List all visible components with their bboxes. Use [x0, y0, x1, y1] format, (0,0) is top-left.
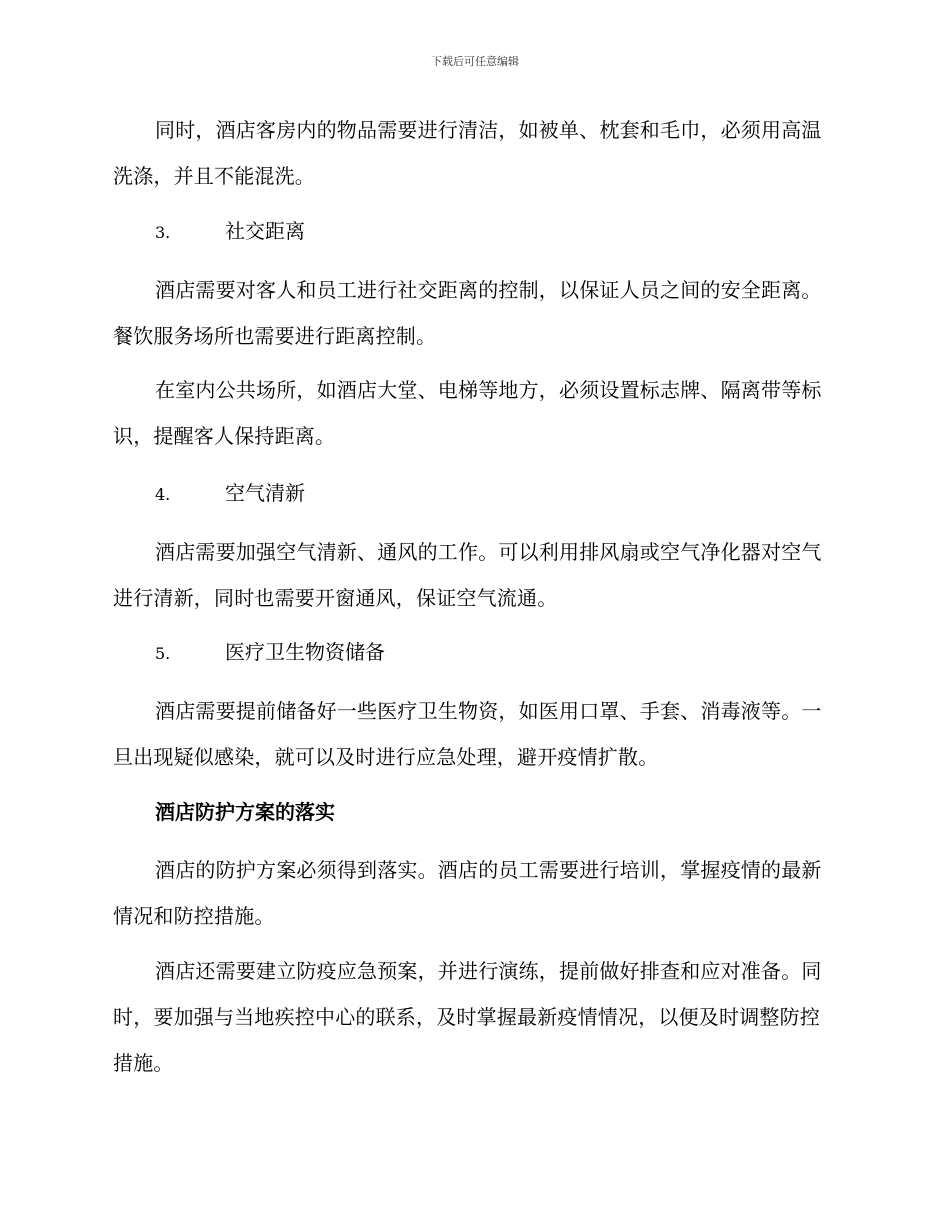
- paragraph-public-signage: 在室内公共场所，如酒店大堂、电梯等地方，必须设置标志牌、隔离带等标识，提醒客人保持距离。: [113, 378, 822, 448]
- list-item-title: 社交距离: [225, 219, 305, 243]
- paragraph-emergency-plan: 酒店还需要建立防疫应急预案，并进行演练，提前做好排查和应对准备。同时，要加强与当地疾控中心的联系，及时掌握最新疫情情况，以便及时调整防控措施。: [113, 959, 822, 1075]
- paragraph-implementation-training: 酒店的防护方案必须得到落实。酒店的员工需要进行培训，掌握疫情的最新情况和防控措施。: [113, 858, 822, 928]
- section-heading: 酒店防护方案的落实: [155, 800, 335, 824]
- page-header: 下载后可任意编辑: [431, 55, 519, 68]
- list-item-number: 4.: [155, 485, 171, 504]
- list-item-air-quality: [155, 473, 305, 513]
- list-item-title: 医疗卫生物资储备: [225, 640, 385, 664]
- list-item-medical-supplies: [155, 632, 385, 672]
- paragraph-ventilation: 酒店需要加强空气清新、通风的工作。可以利用排风扇或空气净化器对空气进行清新，同时也需要开窗通风，保证空气流通。: [113, 540, 822, 610]
- paragraph-cleaning: 同时，酒店客房内的物品需要进行清洁，如被单、枕套和毛巾，必须用高温洗涤，并且不能混洗。: [113, 118, 822, 188]
- list-item-number: 5.: [155, 644, 171, 663]
- list-item-title: 空气清新: [225, 481, 305, 505]
- list-item-number: 3.: [155, 223, 171, 242]
- paragraph-medical-stockpile: 酒店需要提前储备好一些医疗卫生物资，如医用口罩、手套、消毒液等。一旦出现疑似感染，就可以及时进行应急处理，避开疫情扩散。: [113, 699, 822, 769]
- paragraph-social-distance-control: 酒店需要对客人和员工进行社交距离的控制，以保证人员之间的安全距离。餐饮服务场所也需要进行距离控制。: [113, 278, 822, 348]
- list-item-social-distance: [155, 211, 305, 251]
